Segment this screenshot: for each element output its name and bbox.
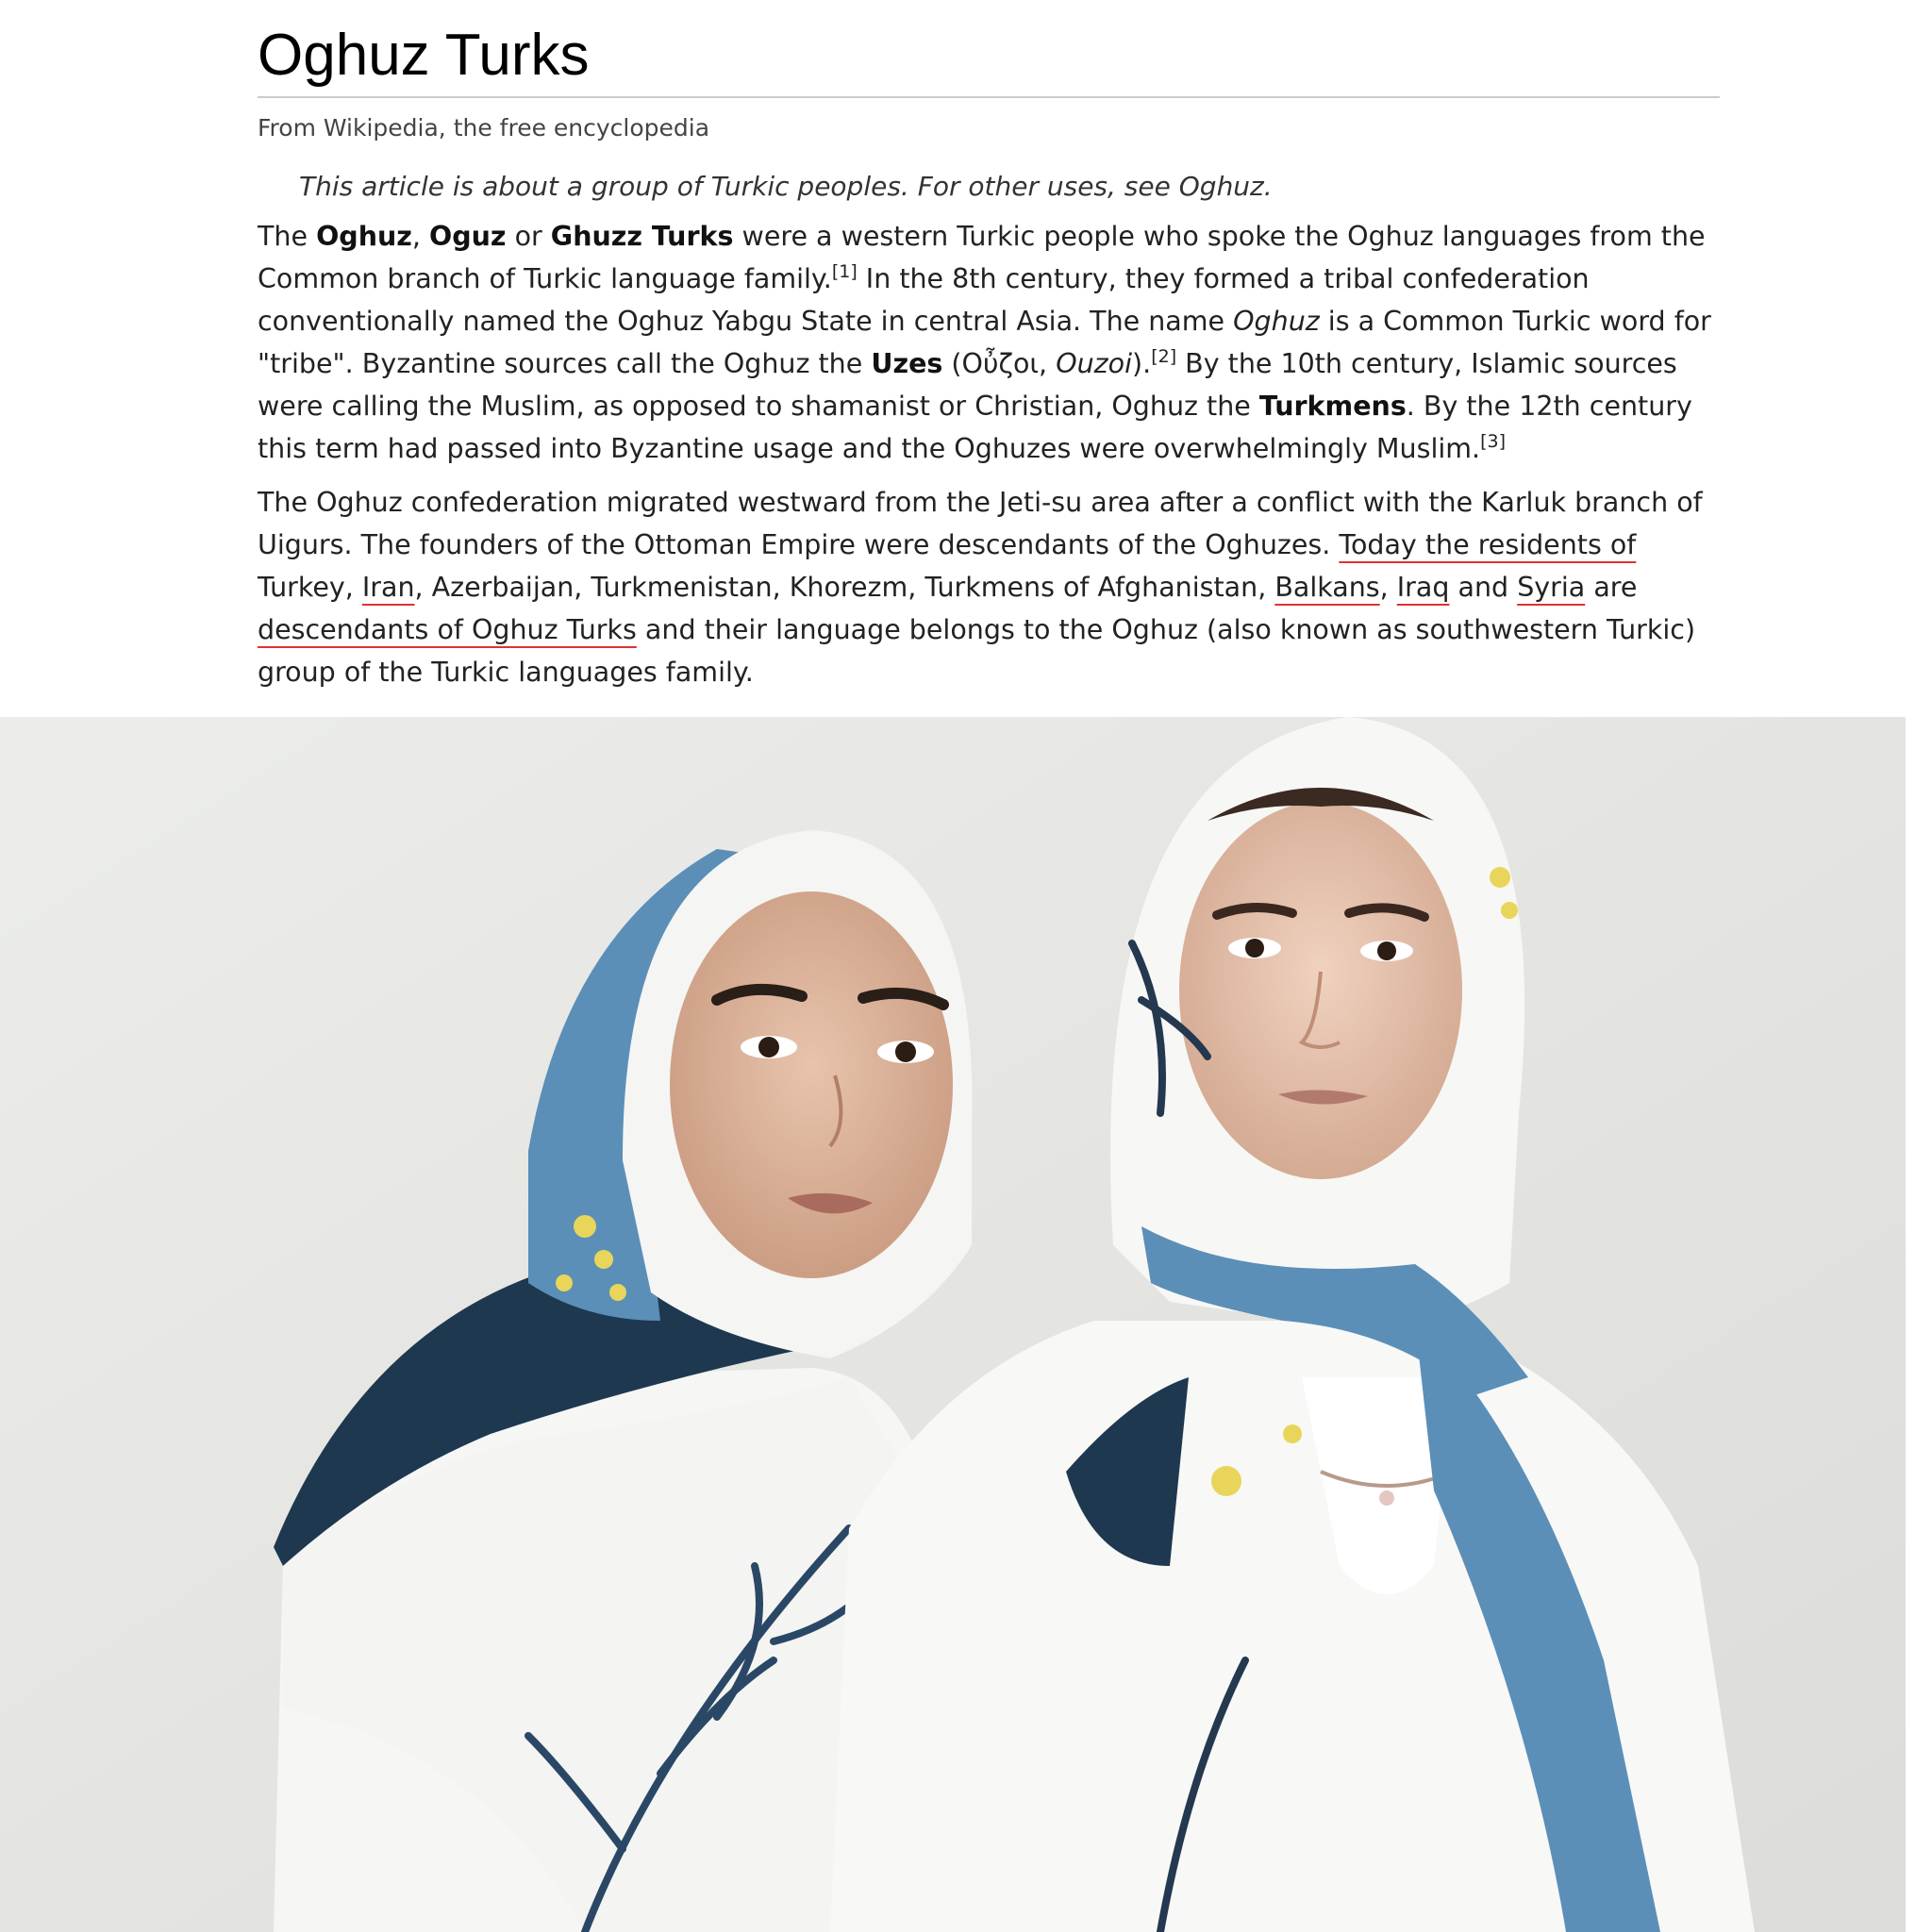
bold-term: Turkmens [1258, 391, 1407, 422]
underlined-phrase: Iran [361, 572, 415, 603]
italic-term: Ouzoi [1056, 348, 1132, 379]
hatnote: This article is about a group of Turkic peoples. For other uses, see Oghuz. [299, 171, 1273, 202]
paragraph-2: The Oghuz confederation migrated westward from the Jeti-su area after a conflict with the Karluk branch of Uigurs. The founders of the Ottoman Empire were descendants of the Oghuzes. Today the residents of Turkey, Iran, Azerbaijan, Turkmenistan, Khorezm, Turkmens of Afghanistan, Balkans, Iraq and Syria are descendants of Oghuz Turks and their language belongs to the Oghuz (also known as southwestern Turkic) group of the Turkic languages family. [258, 487, 1703, 688]
reference-link[interactable]: [3] [1480, 431, 1507, 452]
underlined-phrase: Balkans [1274, 572, 1380, 603]
bold-term: Uzes [871, 348, 943, 379]
bold-term: Oghuz [316, 221, 412, 252]
reference-link[interactable]: [2] [1151, 346, 1177, 367]
site-tagline: From Wikipedia, the free encyclopedia [258, 114, 710, 142]
paragraph-1: The Oghuz, Oguz or Ghuzz Turks were a western Turkic people who spoke the Oghuz languages from the Common branch of Turkic language family.[1] In the 8th century, they formed a tribal confederation conventionally named the Oghuz Yabgu State in central Asia. The name Oghuz is a Common Turkic word for "tribe". Byzantine sources call the Oghuz the Uzes (Οὖζοι, Ouzoi).[2] By the 10th century, Islamic sources were calling the Muslim, as opposed to shamanist or Christian, Oghuz the Turkmens. By the 12th century this term had passed into Byzantine usage and the Oghuzes were overwhelmingly Muslim.[3] [258, 221, 1711, 464]
right-edge-margin [1906, 717, 1932, 1932]
bold-term: Ghuzz Turks [550, 221, 734, 252]
underlined-phrase: Iraq [1396, 572, 1450, 603]
underlined-phrase: descendants of Oghuz Turks [258, 614, 637, 645]
italic-term: Oghuz [1233, 306, 1320, 337]
article-content [258, 17, 1720, 693]
photo-two-women-in-hijabs [0, 717, 1906, 1932]
bold-term: Oguz [429, 221, 507, 252]
reference-link[interactable]: [1] [831, 261, 858, 282]
wikipedia-screenshot [0, 0, 1932, 717]
underlined-phrase: Today the residents of [1339, 529, 1637, 560]
underlined-phrase: Syria [1517, 572, 1586, 603]
page-title: Oghuz Turks [258, 17, 1720, 98]
